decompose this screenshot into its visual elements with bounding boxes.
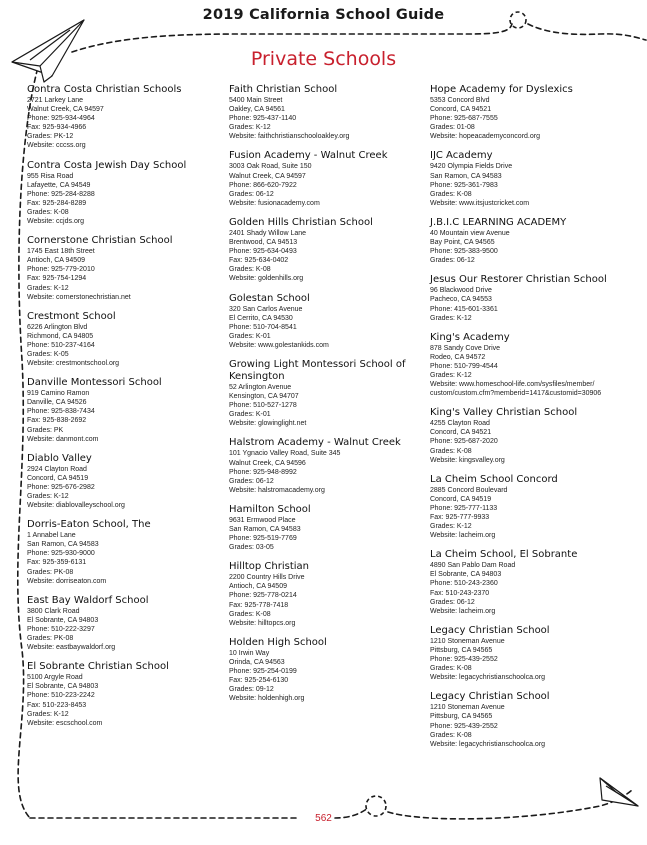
school-detail-line: Walnut Creek, CA 94597 — [27, 106, 104, 114]
school-detail-line: Fax: 925-838-2692 — [27, 417, 87, 425]
school-details — [27, 465, 217, 510]
school-detail-line: San Ramon, CA 94583 — [430, 172, 502, 180]
school-detail-line: Grades: K-12 — [27, 493, 69, 500]
school-detail-line: Orinda, CA 94563 — [229, 658, 285, 666]
page-number: 562 — [315, 813, 332, 824]
school-detail-line: Fax: 925-754-1294 — [27, 275, 87, 283]
school-details — [27, 673, 217, 728]
school-detail-line: Grades: K-01 — [229, 411, 271, 419]
school-name: Diablo Valley — [27, 452, 92, 464]
school-detail-line: 2924 Clayton Road — [27, 465, 87, 473]
school-detail-line: Grades: K-08 — [430, 731, 472, 739]
school-detail-line: Grades: K-12 — [229, 124, 271, 132]
school-detail-line: Phone: 925-934-4964 — [27, 115, 95, 123]
school-detail-line: 919 Camino Ramon — [27, 390, 90, 398]
school-detail-line: Grades: K-05 — [27, 350, 69, 358]
school-website: Website: legacychristianschoolca.org — [430, 740, 546, 748]
school-column-3 — [430, 84, 642, 758]
school-detail-line: Phone: 925-687-2020 — [430, 438, 498, 446]
school-name: Growing Light Montessori School of Kensington — [229, 358, 406, 382]
school-entry — [27, 453, 217, 510]
school-entry — [229, 150, 421, 207]
school-details — [27, 172, 217, 227]
school-detail-line: Phone: 510-704-8541 — [229, 323, 297, 331]
school-detail-line: 4255 Clayton Road — [430, 420, 490, 428]
school-name: King's Academy — [430, 331, 510, 343]
school-detail-line: Phone: 510-527-1278 — [229, 402, 297, 410]
school-detail-line: Phone: 510-222-3297 — [27, 625, 95, 633]
school-detail-line: 3800 Clark Road — [27, 607, 80, 615]
school-detail-line: Richmond, CA 94805 — [27, 332, 94, 340]
school-detail-line: Kensington, CA 94707 — [229, 393, 299, 401]
school-detail-line: Phone: 925-777-1133 — [430, 504, 498, 512]
school-website: Website: hilltopcs.org — [229, 619, 296, 627]
school-detail-line: El Cerrito, CA 94530 — [229, 314, 293, 322]
school-name: Hamilton School — [229, 503, 311, 515]
school-detail-line: 40 Mountain view Avenue — [430, 229, 510, 237]
school-details — [229, 516, 421, 552]
school-detail-line: Grades: 06-12 — [430, 598, 475, 606]
school-detail-line: Grades: K-12 — [27, 710, 69, 718]
school-website: Website: diablovalleyschool.org — [27, 502, 125, 510]
school-detail-line: 10 Irwin Way — [229, 649, 270, 657]
school-detail-line: 5353 Concord Blvd — [430, 97, 490, 104]
school-entry — [430, 691, 642, 748]
school-detail-line: Grades: 06-12 — [229, 190, 274, 198]
school-website: Website: legacychristianschoolca.org — [430, 674, 546, 682]
school-details — [430, 703, 642, 748]
school-column-2 — [229, 84, 421, 712]
school-details — [430, 419, 642, 464]
school-details — [27, 323, 217, 368]
school-detail-line: 1745 East 18th Street — [27, 248, 95, 256]
school-entry — [430, 84, 642, 141]
school-detail-line: 2721 Larkey Lane — [27, 97, 84, 104]
school-detail-line: Phone: 925-361-7983 — [430, 181, 498, 189]
school-detail-line: 2200 Country Hills Drive — [229, 574, 305, 582]
school-website: Website: eastbaywaldorf.org — [27, 644, 116, 652]
school-website: Website: danmont.com — [27, 435, 99, 443]
school-detail-line: Phone: 925-930-9000 — [27, 550, 95, 558]
school-entry — [229, 637, 421, 704]
school-detail-line: Grades: PK-12 — [27, 133, 74, 141]
school-name: Jesus Our Restorer Christian School — [430, 274, 607, 286]
school-detail-line: Fax: 925-284-8289 — [27, 199, 87, 207]
school-detail-line: Phone: 925-676-2982 — [27, 483, 95, 491]
school-detail-line: San Ramon, CA 94583 — [27, 541, 99, 549]
school-name: Fusion Academy - Walnut Creek — [229, 150, 388, 162]
school-entry — [229, 84, 421, 141]
school-detail-line: Phone: 510-237-4164 — [27, 341, 95, 349]
school-name: Hope Academy for Dyslexics — [430, 84, 573, 95]
school-detail-line: Phone: 925-437-1140 — [229, 115, 297, 123]
school-website: Website: www.homeschool-life.com/sysfiles/member/ — [430, 381, 595, 389]
school-detail-line: Phone: 510-799-4544 — [430, 362, 498, 370]
school-name: El Sobrante Christian School — [27, 661, 169, 673]
school-details — [229, 229, 421, 284]
school-website: Website: cornerstonechristian.net — [27, 293, 131, 301]
school-detail-line: Phone: 925-254-0199 — [229, 668, 297, 676]
school-entry — [430, 332, 642, 399]
school-detail-line: Phone: 510-223-2242 — [27, 692, 95, 700]
school-detail-line: Grades: K-08 — [229, 266, 271, 274]
school-detail-line: 2401 Shady Willow Lane — [229, 229, 307, 237]
school-detail-line: Grades: K-12 — [430, 523, 472, 531]
school-detail-line: Fax: 925-254-6130 — [229, 677, 289, 685]
school-website: Website: dorriseaton.com — [27, 577, 107, 585]
school-name: Cornerstone Christian School — [27, 235, 173, 247]
school-entry — [430, 150, 642, 207]
school-detail-line: 96 Blackwood Drive — [430, 287, 492, 295]
school-website: Website: ccjds.org — [27, 218, 85, 226]
school-detail-line: Concord, CA 94519 — [430, 495, 492, 503]
school-detail-line: 9631 Ermwood Place — [229, 516, 296, 524]
school-entry — [27, 519, 217, 586]
school-detail-line: Fax: 925-777-9933 — [430, 514, 490, 521]
school-detail-line: 101 Ygnacio Valley Road, Suite 345 — [229, 450, 341, 458]
school-detail-line: 878 Sandy Cove Drive — [430, 344, 501, 352]
school-detail-line: Antioch, CA 94509 — [229, 583, 287, 591]
school-detail-line: Grades: K-08 — [27, 208, 69, 216]
school-detail-line: Fax: 925-359-6131 — [27, 559, 87, 567]
school-details — [430, 637, 642, 682]
school-details — [27, 607, 217, 652]
school-detail-line: Phone: 925-687-7555 — [430, 115, 498, 123]
school-detail-line: Concord, CA 94521 — [430, 429, 492, 437]
school-entry — [27, 160, 217, 227]
school-detail-line: Antioch, CA 94509 — [27, 257, 85, 265]
school-detail-line: Walnut Creek, CA 94597 — [229, 172, 306, 180]
school-detail-line: 3003 Oak Road, Suite 150 — [229, 163, 312, 171]
school-detail-line: Grades: PK-08 — [27, 568, 74, 576]
school-detail-line: 1 Annabel Lane — [27, 532, 76, 540]
school-detail-line: Concord, CA 94519 — [27, 474, 89, 482]
school-entry — [430, 217, 642, 265]
school-detail-line: Phone: 925-634-0493 — [229, 248, 297, 256]
school-entry — [229, 504, 421, 552]
school-detail-line: 52 Arlington Avenue — [229, 383, 292, 391]
school-detail-line: Phone: 925-948-8992 — [229, 468, 297, 476]
school-detail-line: Walnut Creek, CA 94596 — [229, 459, 306, 467]
school-detail-line: Phone: 925-439-2552 — [430, 656, 498, 664]
school-website: Website: escschool.com — [27, 719, 103, 727]
school-details — [229, 449, 421, 494]
school-detail-line: Grades: K-08 — [430, 447, 472, 455]
school-details — [27, 247, 217, 302]
school-detail-line: El Sobrante, CA 94803 — [27, 683, 99, 691]
section-title: Private Schools — [250, 48, 397, 70]
school-website: Website: glowinglight.net — [229, 420, 307, 428]
school-detail-line: 5100 Argyle Road — [27, 674, 83, 682]
school-detail-line: Fax: 510-243-2370 — [430, 589, 490, 597]
school-name: Contra Costa Jewish Day School — [27, 159, 187, 171]
school-detail-line: Grades: PK — [27, 426, 64, 434]
school-name: Legacy Christian School — [430, 624, 550, 636]
school-name: Golestan School — [229, 292, 310, 304]
school-entry — [229, 217, 421, 284]
paper-plane-icon — [600, 778, 638, 806]
school-details — [229, 96, 421, 141]
school-website: Website: crestmontschool.org — [27, 360, 120, 368]
school-detail-line: Phone: 925-284-8288 — [27, 190, 95, 198]
school-detail-line: Pittsburg, CA 94565 — [430, 713, 493, 721]
guide-title: 2019 California School Guide — [202, 7, 445, 23]
school-detail-line: 1210 Stoneman Avenue — [430, 637, 505, 645]
school-details — [229, 649, 421, 704]
school-detail-line: Phone: 925-779-2010 — [27, 266, 95, 274]
school-detail-line: 5400 Main Street — [229, 97, 283, 104]
school-details — [430, 96, 642, 141]
school-detail-line: Grades: PK-08 — [27, 635, 74, 643]
school-details — [430, 286, 642, 322]
school-entry — [229, 437, 421, 494]
school-details — [430, 229, 642, 265]
school-detail-line: 2885 Concord Boulevard — [430, 486, 508, 494]
school-name: La Cheim School, El Sobrante — [430, 549, 578, 561]
school-name: Legacy Christian School — [430, 691, 550, 703]
school-entry — [430, 549, 642, 616]
school-entry — [27, 595, 217, 652]
school-detail-line: Grades: K-08 — [430, 665, 472, 673]
school-details — [430, 162, 642, 207]
school-details — [229, 573, 421, 628]
school-name: IJC Academy — [430, 150, 493, 162]
school-name: Golden Hills Christian School — [229, 216, 373, 228]
school-details — [430, 486, 642, 541]
school-detail-line: Danville, CA 94526 — [27, 399, 87, 407]
school-name: Crestmont School — [27, 310, 116, 322]
school-detail-line: Fax: 925-934-4966 — [27, 124, 87, 132]
school-detail-line: Bay Point, CA 94565 — [430, 239, 495, 247]
school-detail-line: Pittsburg, CA 94565 — [430, 646, 493, 654]
school-detail-line: Phone: 925-778-0214 — [229, 592, 297, 600]
school-details — [229, 162, 421, 207]
school-details — [229, 383, 421, 428]
school-details — [27, 389, 217, 444]
school-name: King's Valley Christian School — [430, 407, 578, 419]
school-name: Holden High School — [229, 636, 327, 648]
school-entry — [27, 661, 217, 728]
school-name: J.B.I.C LEARNING ACADEMY — [430, 216, 567, 228]
school-name: Danville Montessori School — [27, 377, 162, 389]
school-details — [27, 96, 217, 151]
school-detail-line: Grades: 09-12 — [229, 686, 274, 694]
school-detail-line: Grades: 06-12 — [430, 257, 475, 265]
school-detail-line: 955 Risa Road — [27, 172, 74, 180]
school-detail-line: 9420 Olympia Fields Drive — [430, 163, 513, 171]
school-name: Dorris-Eaton School, The — [27, 519, 151, 531]
school-detail-line: Phone: 866-620-7922 — [229, 181, 297, 189]
school-detail-line: Phone: 925-439-2552 — [430, 722, 498, 730]
school-website: Website: fusionacademy.com — [229, 199, 320, 207]
school-name: East Bay Waldorf School — [27, 594, 149, 606]
school-detail-line: Grades: K-08 — [430, 190, 472, 198]
school-detail-line: Phone: 415-601-3361 — [430, 305, 498, 313]
school-website: Website: goldenhills.org — [229, 275, 304, 283]
school-entry — [229, 359, 421, 428]
school-detail-line: Rodeo, CA 94572 — [430, 353, 486, 361]
school-detail-line: Concord, CA 94521 — [430, 106, 492, 114]
school-detail-line: Phone: 510-243-2360 — [430, 580, 498, 588]
school-detail-line: Phone: 925-383-9500 — [430, 248, 498, 256]
school-entry — [229, 561, 421, 628]
school-detail-line: Phone: 925-519-7769 — [229, 535, 297, 543]
school-detail-line: Brentwood, CA 94513 — [229, 239, 298, 247]
school-details — [430, 344, 642, 399]
school-detail-line: El Sobrante, CA 94803 — [430, 571, 502, 579]
school-detail-line: Oakley, CA 94561 — [229, 106, 285, 114]
school-detail-line: Grades: K-12 — [27, 284, 69, 292]
school-entry — [27, 377, 217, 444]
school-website: Website: hopeacademyconcord.org — [430, 133, 540, 141]
school-entry — [430, 474, 642, 541]
school-name: Halstrom Academy - Walnut Creek — [229, 437, 401, 449]
school-entry — [27, 311, 217, 368]
school-website: Website: holdenhigh.org — [229, 695, 305, 703]
school-detail-line: Lafayette, CA 94549 — [27, 181, 91, 189]
school-website: Website: halstromacademy.org — [229, 486, 325, 494]
school-detail-line: Fax: 510-223-8453 — [27, 701, 87, 709]
school-entry — [27, 235, 217, 302]
school-column-1 — [27, 84, 217, 737]
school-entry — [430, 625, 642, 682]
school-name: Hilltop Christian — [229, 561, 310, 573]
school-website: Website: cccss.org — [27, 142, 86, 150]
school-detail-line: 1210 Stoneman Avenue — [430, 704, 505, 712]
school-detail-line: 6226 Arlington Blvd — [27, 323, 88, 331]
school-detail-line: Fax: 925-634-0402 — [229, 257, 289, 265]
school-entry — [430, 274, 642, 322]
school-website: Website: kingsvalley.org — [430, 456, 505, 464]
school-detail-line: Grades: K-12 — [430, 371, 472, 379]
school-website: custom/custom.cfm?memberid=1417&customid=30906 — [430, 390, 602, 398]
school-name: Contra Costa Christian Schools — [27, 84, 182, 95]
school-details — [27, 531, 217, 586]
school-detail-line: Grades: K-08 — [229, 610, 271, 618]
school-detail-line: Grades: K-12 — [430, 314, 472, 322]
school-name: La Cheim School Concord — [430, 473, 558, 485]
school-detail-line: 4890 San Pablo Dam Road — [430, 562, 516, 570]
school-details — [430, 561, 642, 616]
school-detail-line: Grades: 06-12 — [229, 477, 274, 485]
school-detail-line: Pacheco, CA 94553 — [430, 296, 492, 304]
school-entry — [27, 84, 217, 151]
school-website: Website: lacheim.org — [430, 607, 496, 615]
school-website: Website: www.itsjustcricket.com — [430, 199, 530, 207]
school-entry — [430, 407, 642, 464]
school-detail-line: 320 San Carlos Avenue — [229, 305, 303, 313]
school-detail-line: Phone: 925-838-7434 — [27, 408, 95, 416]
school-name: Faith Christian School — [229, 84, 338, 95]
school-details — [229, 305, 421, 350]
school-detail-line: Fax: 925-778-7418 — [229, 601, 289, 609]
school-detail-line: Grades: K-01 — [229, 332, 271, 340]
school-website: Website: www.golestankids.com — [229, 341, 329, 349]
school-detail-line: El Sobrante, CA 94803 — [27, 616, 99, 624]
school-detail-line: Grades: 03-05 — [229, 544, 274, 552]
school-detail-line: San Ramon, CA 94583 — [229, 526, 301, 533]
school-detail-line: Grades: 01-08 — [430, 124, 475, 132]
school-website: Website: lacheim.org — [430, 532, 496, 540]
school-website: Website: faithchristianschooloakley.org — [229, 133, 350, 141]
school-entry — [229, 293, 421, 350]
